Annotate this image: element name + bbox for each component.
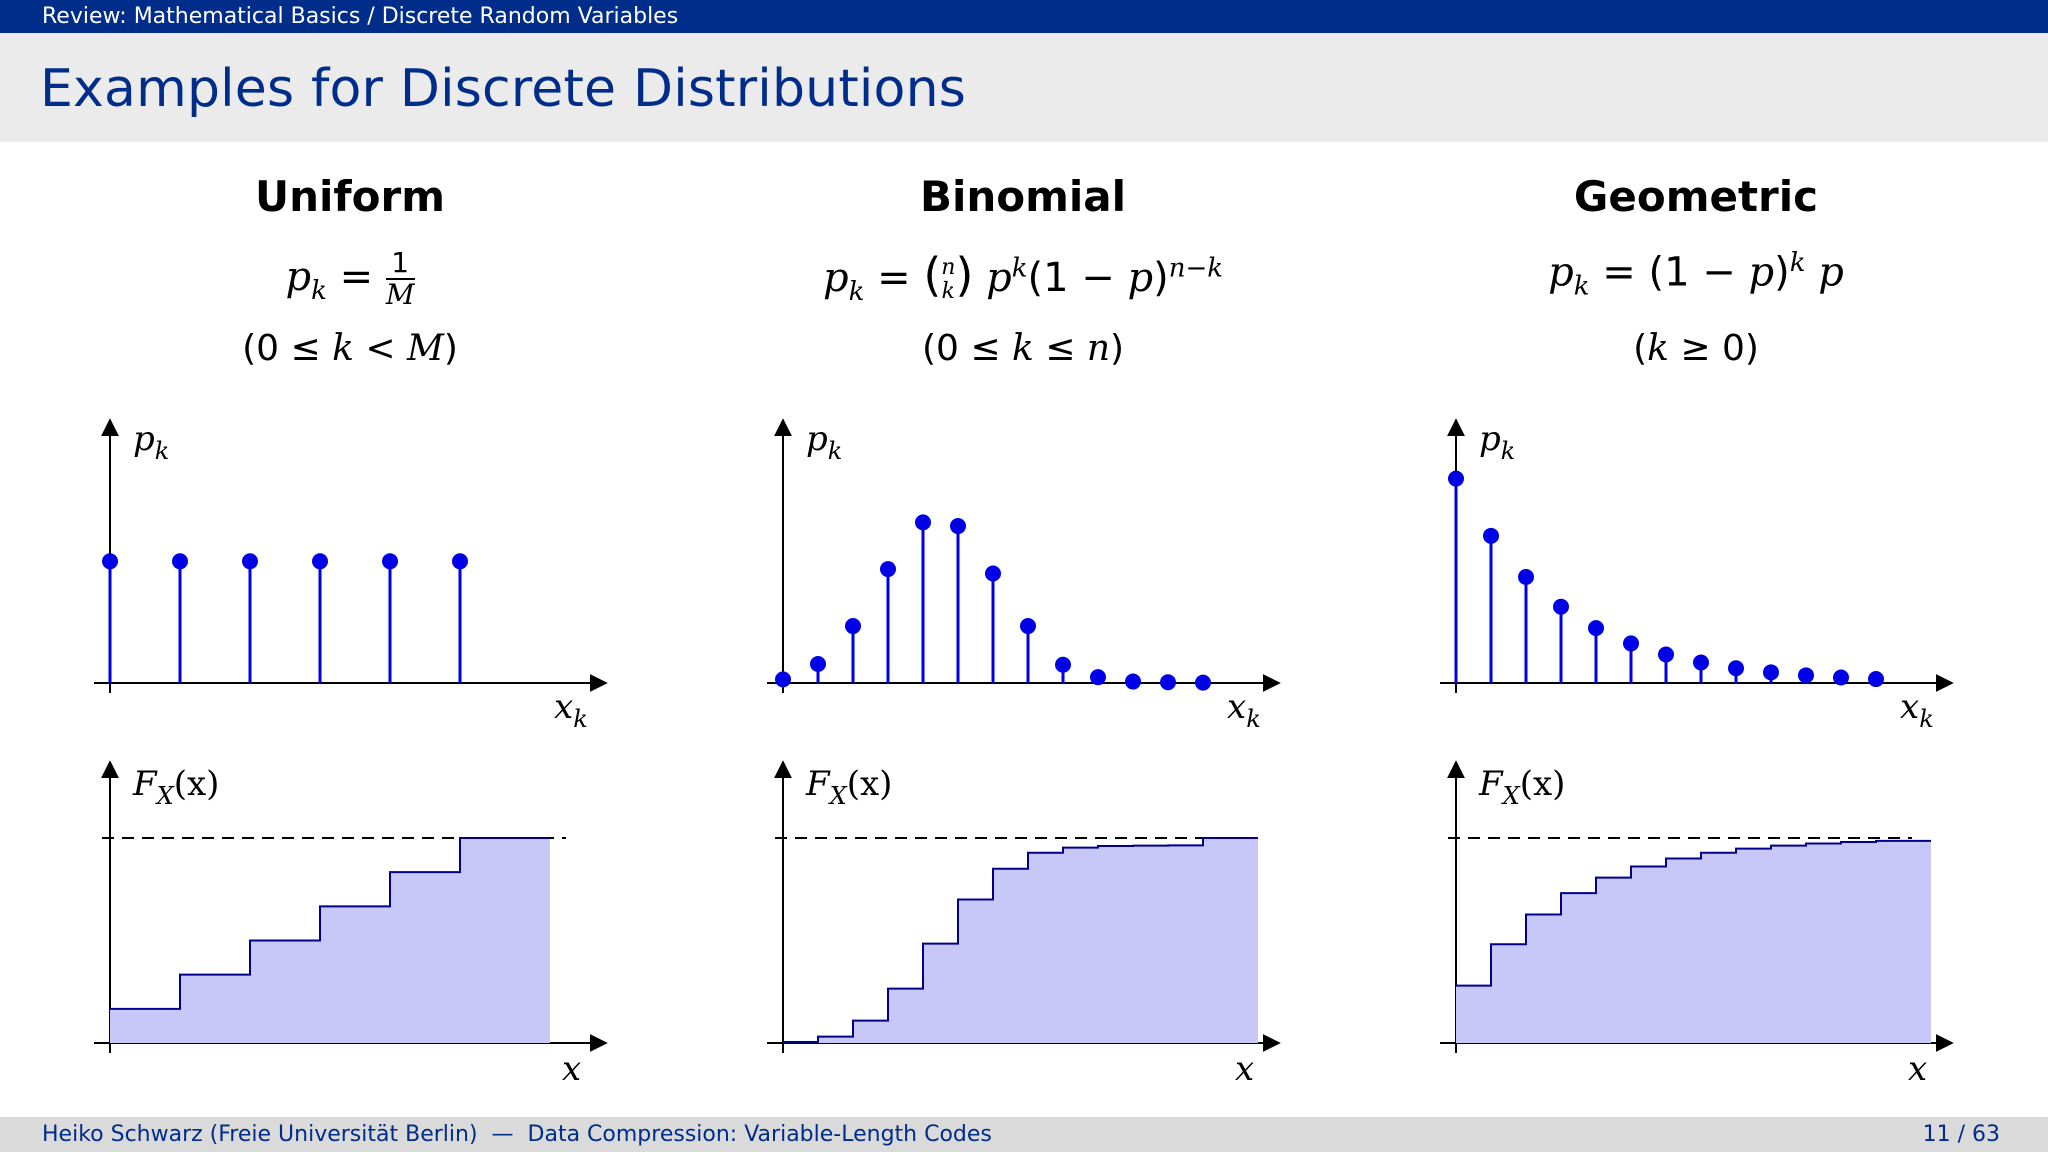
pmf-point (1833, 670, 1849, 686)
pmf-point (915, 514, 931, 530)
pmf-point (102, 553, 118, 569)
pmf-point (1588, 620, 1604, 636)
geometric-domain: (k ≥ 0) (1633, 328, 1759, 369)
cdf-fill (110, 838, 550, 1043)
pmf-point (1868, 671, 1884, 687)
plots-group (94, 419, 1952, 1089)
pmf-y-label: $p_k$ (133, 419, 170, 465)
cdf-fill (1456, 841, 1931, 1043)
breadcrumb: Review: Mathematical Basics / Discrete Random Variables (0, 0, 2048, 33)
pmf-point (1623, 635, 1639, 651)
geometric-formula: $p_k = (1 - p)^k$ p (1548, 248, 1844, 302)
pmf-point (810, 656, 826, 672)
cdf-y-label: $F_X(x)$ (133, 764, 220, 810)
cdf-x-label: x (1235, 1049, 1255, 1089)
pmf-x-label: $x_k$ (1900, 687, 1934, 733)
pmf-point (950, 518, 966, 534)
pmf-point (1728, 660, 1744, 676)
pmf-point (1483, 528, 1499, 544)
pmf-point (382, 553, 398, 569)
footer-separator: — (491, 1122, 514, 1147)
pmf-point (985, 566, 1001, 582)
pmf-y-label: $p_k$ (806, 419, 843, 465)
pmf-point (1518, 569, 1534, 585)
binomial-formula: $p_k$ = ( n k ) $p^k(1 - p)^{n-k}$ (822, 248, 1224, 307)
pmf-point (242, 553, 258, 569)
uniform-formula: $p_k$ = $\frac{1}{M}$ (285, 246, 415, 311)
pmf-point (880, 561, 896, 577)
uniform-domain: (0 ≤ k < M) (242, 328, 458, 369)
pmf-point (775, 671, 791, 687)
pmf-point (1090, 669, 1106, 685)
binomial-domain: (0 ≤ k ≤ n) (921, 328, 1125, 369)
cdf-y-label: $F_X(x)$ (1479, 764, 1566, 810)
pmf-point (1195, 675, 1211, 691)
footer-course: Data Compression: Variable-Length Codes (527, 1122, 992, 1147)
pmf-point (312, 553, 328, 569)
pmf-point (1693, 654, 1709, 670)
pmf-point (452, 553, 468, 569)
footer-author: Heiko Schwarz (Freie Universität Berlin) (42, 1122, 478, 1147)
cdf-y-label: $F_X(x)$ (806, 764, 893, 810)
pmf-point (1160, 674, 1176, 690)
pmf-x-label: $x_k$ (1227, 687, 1261, 733)
footer (0, 1117, 2048, 1152)
geometric-title: Geometric (1573, 172, 1819, 221)
pmf-point (1553, 599, 1569, 615)
uniform-title: Uniform (254, 172, 445, 221)
binomial-title: Binomial (919, 172, 1127, 221)
page-number: 11 / 63 (1922, 1122, 2000, 1147)
pmf-point (1798, 667, 1814, 683)
pmf-point (1448, 471, 1464, 487)
pmf-point (1658, 647, 1674, 663)
pmf-point (172, 553, 188, 569)
footer-left (42, 1117, 992, 1152)
pmf-point (845, 618, 861, 634)
cdf-x-label: x (1908, 1049, 1928, 1089)
page-title: Examples for Discrete Distributions (40, 59, 967, 119)
cdf-x-label: x (562, 1049, 582, 1089)
pmf-point (1055, 657, 1071, 673)
pmf-y-label: $p_k$ (1479, 419, 1516, 465)
pmf-point (1125, 674, 1141, 690)
pmf-point (1020, 618, 1036, 634)
pmf-x-label: $x_k$ (554, 687, 588, 733)
pmf-point (1763, 664, 1779, 680)
